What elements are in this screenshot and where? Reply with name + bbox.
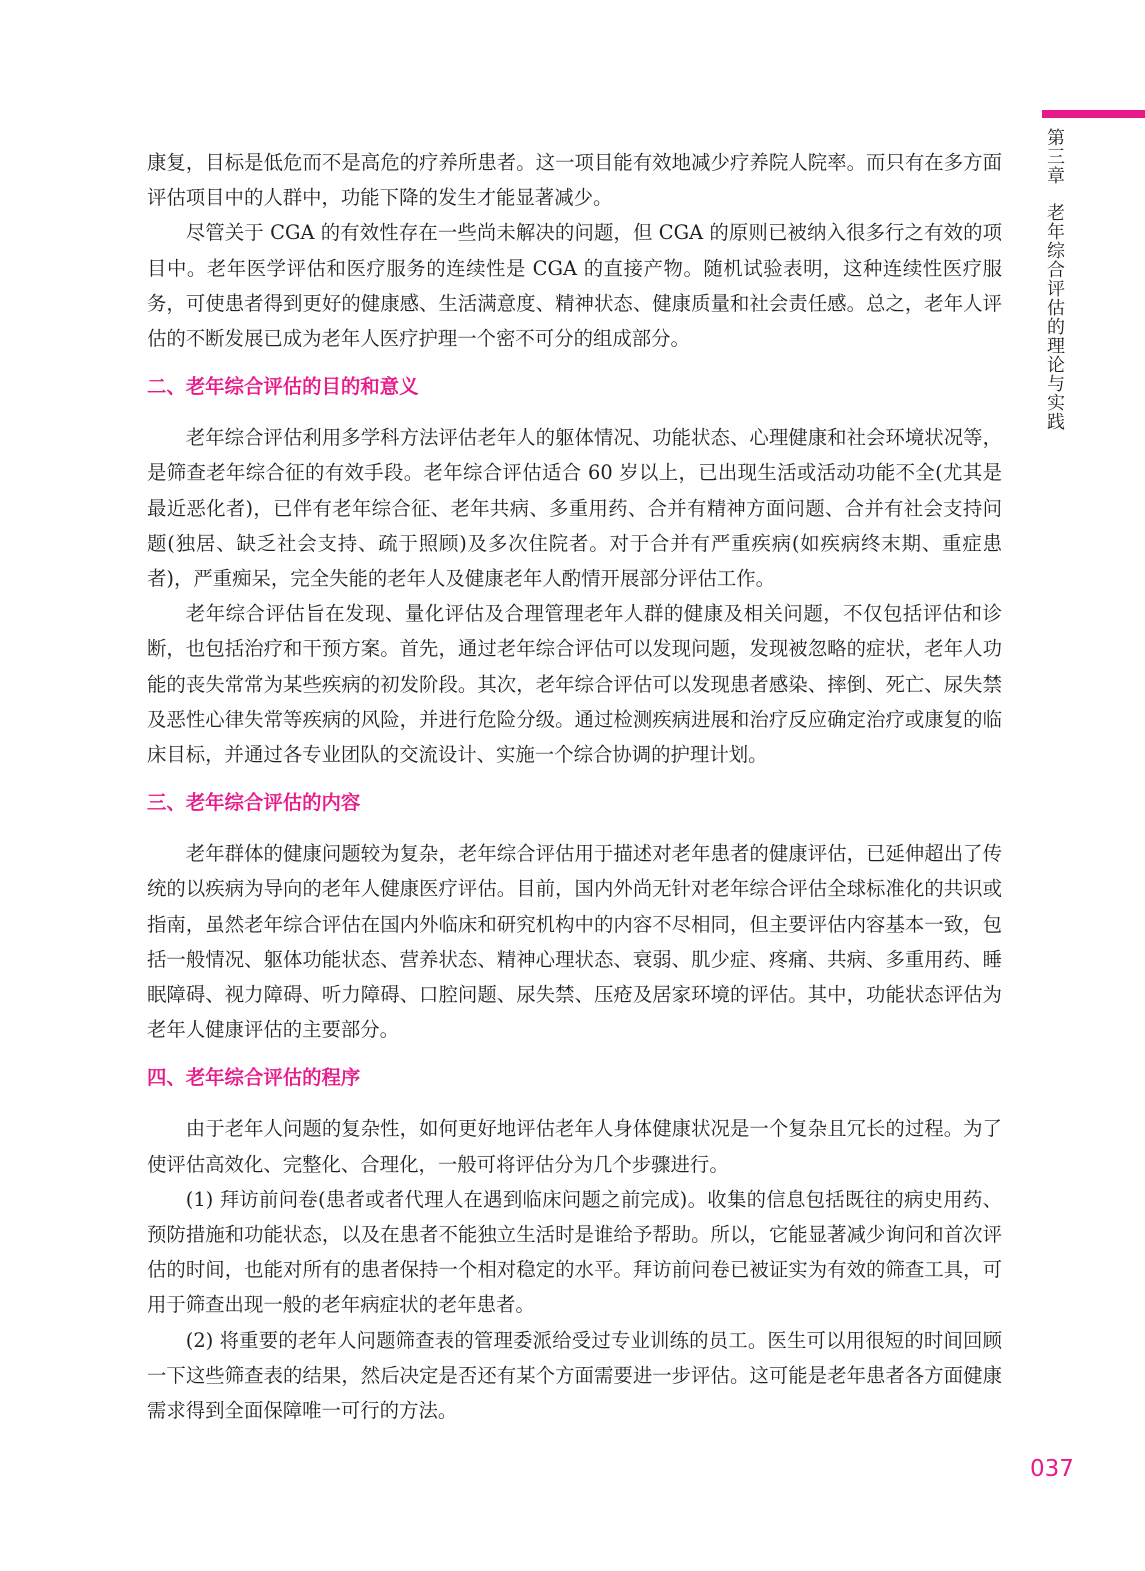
chapter-number: 第三章: [1044, 128, 1065, 185]
running-header: [1036, 128, 1072, 431]
paragraph: 老年综合评估旨在发现、量化评估及合理管理老年人群的健康及相关问题，不仅包括评估和诊断，也包括治疗和干预方案。首先，通过老年综合评估可以发现问题，发现被忽略的症状，老年人功能的丧失常常为某些疾病的初发阶段。其次，老年综合评估可以发现患者感染、摔倒、死亡、尿失禁及恶性心律失常等疾病的风险，并进行危险分级。通过检测疾病进展和治疗反应确定治疗或康复的临床目标，并通过各专业团队的交流设计、实施一个综合协调的护理计划。: [147, 602, 1002, 767]
chapter-title: 老年综合评估的理论与实践: [1044, 203, 1065, 431]
paragraph: (1) 拜访前问卷(患者或者代理人在遇到临床问题之前完成)。收集的信息包括既往的病史用药、预防措施和功能状态，以及在患者不能独立生活时是谁给予帮助。所以，它能显著减少询问和首次评估的时间，也能对所有的患者保持一个相对稳定的水平。拜访前问卷已被证实为有效的筛查工具，可用于筛查出现一般的老年病症状的老年患者。: [147, 1187, 1002, 1317]
paragraph: 由于老年人问题的复杂性，如何更好地评估老年人身体健康状况是一个复杂且冗长的过程。为了使评估高效化、完整化、合理化，一般可将评估分为几个步骤进行。: [147, 1117, 1002, 1176]
section-heading: 二、老年综合评估的目的和意义: [147, 375, 419, 399]
page-body: [147, 145, 1002, 1428]
chapter-accent-bar: [1042, 110, 1145, 118]
section-heading: 四、老年综合评估的程序: [147, 1066, 361, 1090]
section-heading: 三、老年综合评估的内容: [147, 791, 361, 815]
paragraph: 康复，目标是低危而不是高危的疗养所患者。这一项目能有效地减少疗养院人院率。而只有在多方面评估项目中的人群中，功能下降的发生才能显著减少。: [147, 151, 1002, 210]
paragraph: 老年综合评估利用多学科方法评估老年人的躯体情况、功能状态、心理健康和社会环境状况等，是筛查老年综合征的有效手段。老年综合评估适合 60 岁以上，已出现生活或活动功能不全(尤其是最近恶化者)，已伴有老年综合征、老年共病、多重用药、合并有精神方面问题、合并有社会支持问题(独居、缺乏社会支持、疏于照顾)及多次住院者。对于合并有严重疾病(如疾病终末期、重症患者)，严重痴呆，完全失能的老年人及健康老年人酌情开展部分评估工作。: [147, 426, 1002, 591]
paragraph: 尽管关于 CGA 的有效性存在一些尚未解决的问题，但 CGA 的原则已被纳入很多行之有效的项目中。老年医学评估和医疗服务的连续性是 CGA 的直接产物。随机试验表明，这种连续性医疗服务，可使患者得到更好的健康感、生活满意度、精神状态、健康质量和社会责任感。总之，老年人评估的不断发展已成为老年人医疗护理一个密不可分的组成部分。: [147, 221, 1002, 351]
paragraph: (2) 将重要的老年人问题筛查表的管理委派给受过专业训练的员工。医生可以用很短的时间回顾一下这些筛查表的结果，然后决定是否还有某个方面需要进一步评估。这可能是老年患者各方面健康需求得到全面保障唯一可行的方法。: [147, 1328, 1002, 1423]
page-number: 037: [1030, 1456, 1074, 1482]
paragraph: 老年群体的健康问题较为复杂，老年综合评估用于描述对老年患者的健康评估，已延伸超出了传统的以疾病为导向的老年人健康医疗评估。目前，国内外尚无针对老年综合评估全球标准化的共识或指南，虽然老年综合评估在国内外临床和研究机构中的内容不尽相同，但主要评估内容基本一致，包括一般情况、躯体功能状态、营养状态、精神心理状态、衰弱、肌少症、疼痛、共病、多重用药、睡眠障碍、视力障碍、听力障碍、口腔问题、尿失禁、压疮及居家环境的评估。其中，功能状态评估为老年人健康评估的主要部分。: [147, 842, 1002, 1042]
